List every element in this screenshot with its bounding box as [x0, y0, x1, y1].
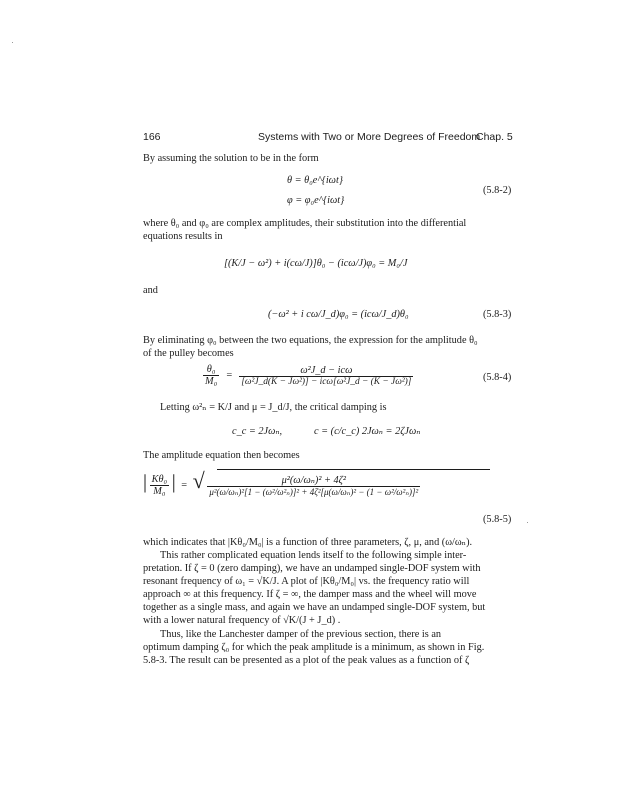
- amplitude-text: The amplitude equation then becomes: [143, 450, 300, 461]
- eq-5-8-4-lhs-numerator: θ₀: [203, 364, 219, 376]
- eq-5-8-3: (−ω² + i cω/J_d)φ₀ = (icω/J_d)θ₀: [268, 309, 409, 320]
- and-word: and: [143, 285, 158, 296]
- equals-sign: =: [225, 369, 233, 381]
- abs-bar-right: |: [171, 471, 176, 493]
- eq-5-8-5-rhs-denominator: μ²(ω/ωₙ)²[1 − (ω²/ω²ₙ)]² + 4ζ²[μ(ω/ωₙ)² − (1 − ω²/ω²ₙ)]²: [209, 486, 419, 497]
- paragraph-3-line-2: optimum damping ζ₀ for which the peak amplitude is a minimum, as shown in Fig.: [143, 642, 485, 653]
- scan-speck: [527, 522, 528, 523]
- eq-5-8-4-lhs-fraction: [203, 364, 219, 387]
- eq-5-8-5-lhs-fraction: [150, 474, 170, 497]
- eq-damping-ratio: c = (c/c_c) 2Jωₙ = 2ζJωₙ: [314, 426, 421, 437]
- intro-text: By assuming the solution to be in the form: [143, 153, 319, 164]
- eq-number-5-8-5: (5.8-5): [483, 514, 512, 525]
- eq-5-8-5-lhs-numerator: Kθ₀: [151, 474, 168, 486]
- where-text-line1: where θ₀ and φ₀ are complex amplitudes, their substitution into the differential: [143, 218, 467, 229]
- eq-number-5-8-3: (5.8-3): [483, 309, 512, 320]
- sqrt-sign: √: [192, 468, 205, 493]
- eq-5-8-4-rhs-numerator: ω²J_d − icω: [239, 365, 413, 377]
- eq-5-8-5-lhs-denominator: M₀: [153, 486, 166, 498]
- eq-number-5-8-2: (5.8-2): [483, 185, 512, 196]
- eq-5-8-4-lhs: [203, 364, 413, 387]
- eq-5-8-2-line1: θ = θ₀e^{iωt}: [287, 175, 343, 186]
- paragraph-2-line-6: with a lower natural frequency of √K/(J + J_d) .: [143, 615, 341, 626]
- eq-5-8-5-rhs-numerator: μ²(ω/ωₙ)² + 4ζ²: [207, 474, 420, 487]
- eq-number-5-8-4: (5.8-4): [483, 372, 512, 383]
- letting-text: Letting ω²ₙ = K/J and μ = J_d/J, the critical damping is: [160, 402, 387, 413]
- paragraph-parameters: which indicates that |Kθ₀/M₀| is a function of three parameters, ζ, μ, and (ω/ωₙ).: [143, 537, 473, 548]
- eliminating-text-line2: of the pulley becomes: [143, 348, 234, 359]
- eq-first-coupled: [(K/J − ω²) + i(cω/J)]θ₀ − (icω/J)φ₀ = M₀/J: [224, 258, 408, 269]
- sqrt-overbar: [217, 469, 490, 470]
- eq-5-8-4-lhs-denominator: M₀: [205, 376, 218, 387]
- paragraph-2-line-1: This rather complicated equation lends itself to the following simple inter-: [160, 550, 467, 561]
- abs-bar-left: |: [143, 471, 148, 493]
- eq-5-8-2-line2: φ = φ₀e^{iωt}: [287, 195, 345, 206]
- eq-5-8-5-rhs-fraction: [207, 474, 420, 498]
- paragraph-2-line-4: approach ∞ at this frequency. If ζ = ∞, the damper mass and the wheel will move: [143, 589, 477, 600]
- eliminating-text-line1: By eliminating φ₀ between the two equations, the expression for the amplitude θ₀: [143, 335, 478, 346]
- chapter-label: Chap. 5: [476, 131, 513, 143]
- eq-critical-damping: c_c = 2Jωₙ,: [232, 426, 283, 437]
- paragraph-2-line-2: pretation. If ζ = 0 (zero damping), we have an undamped single-DOF system with: [143, 563, 481, 574]
- scan-speck: [12, 42, 13, 43]
- eq-5-8-4-rhs-denominator: [ω²J_d(K − Jω²)] − icω[ω²J_d − (K − Jω²)]: [241, 376, 412, 387]
- where-text-line2: equations results in: [143, 231, 223, 242]
- paragraph-3-line-3: 5.8-3. The result can be presented as a plot of the peak values as a function of ζ: [143, 655, 470, 666]
- page-number: 166: [143, 131, 161, 143]
- paragraph-3-line-1: Thus, like the Lanchester damper of the previous section, there is an: [160, 629, 442, 640]
- running-title: Systems with Two or More Degrees of Freedom: [258, 131, 481, 143]
- equals-sign-2: =: [181, 480, 188, 491]
- paragraph-2-line-5: together as a single mass, and again we have an undamped single-DOF system, but: [143, 602, 486, 613]
- eq-5-8-4-rhs-fraction: [239, 365, 413, 387]
- eq-5-8-5: [143, 468, 420, 498]
- paragraph-2-line-3: resonant frequency of ω₁ = √K/J. A plot of |Kθ₀/M₀| vs. the frequency ratio will: [143, 576, 470, 587]
